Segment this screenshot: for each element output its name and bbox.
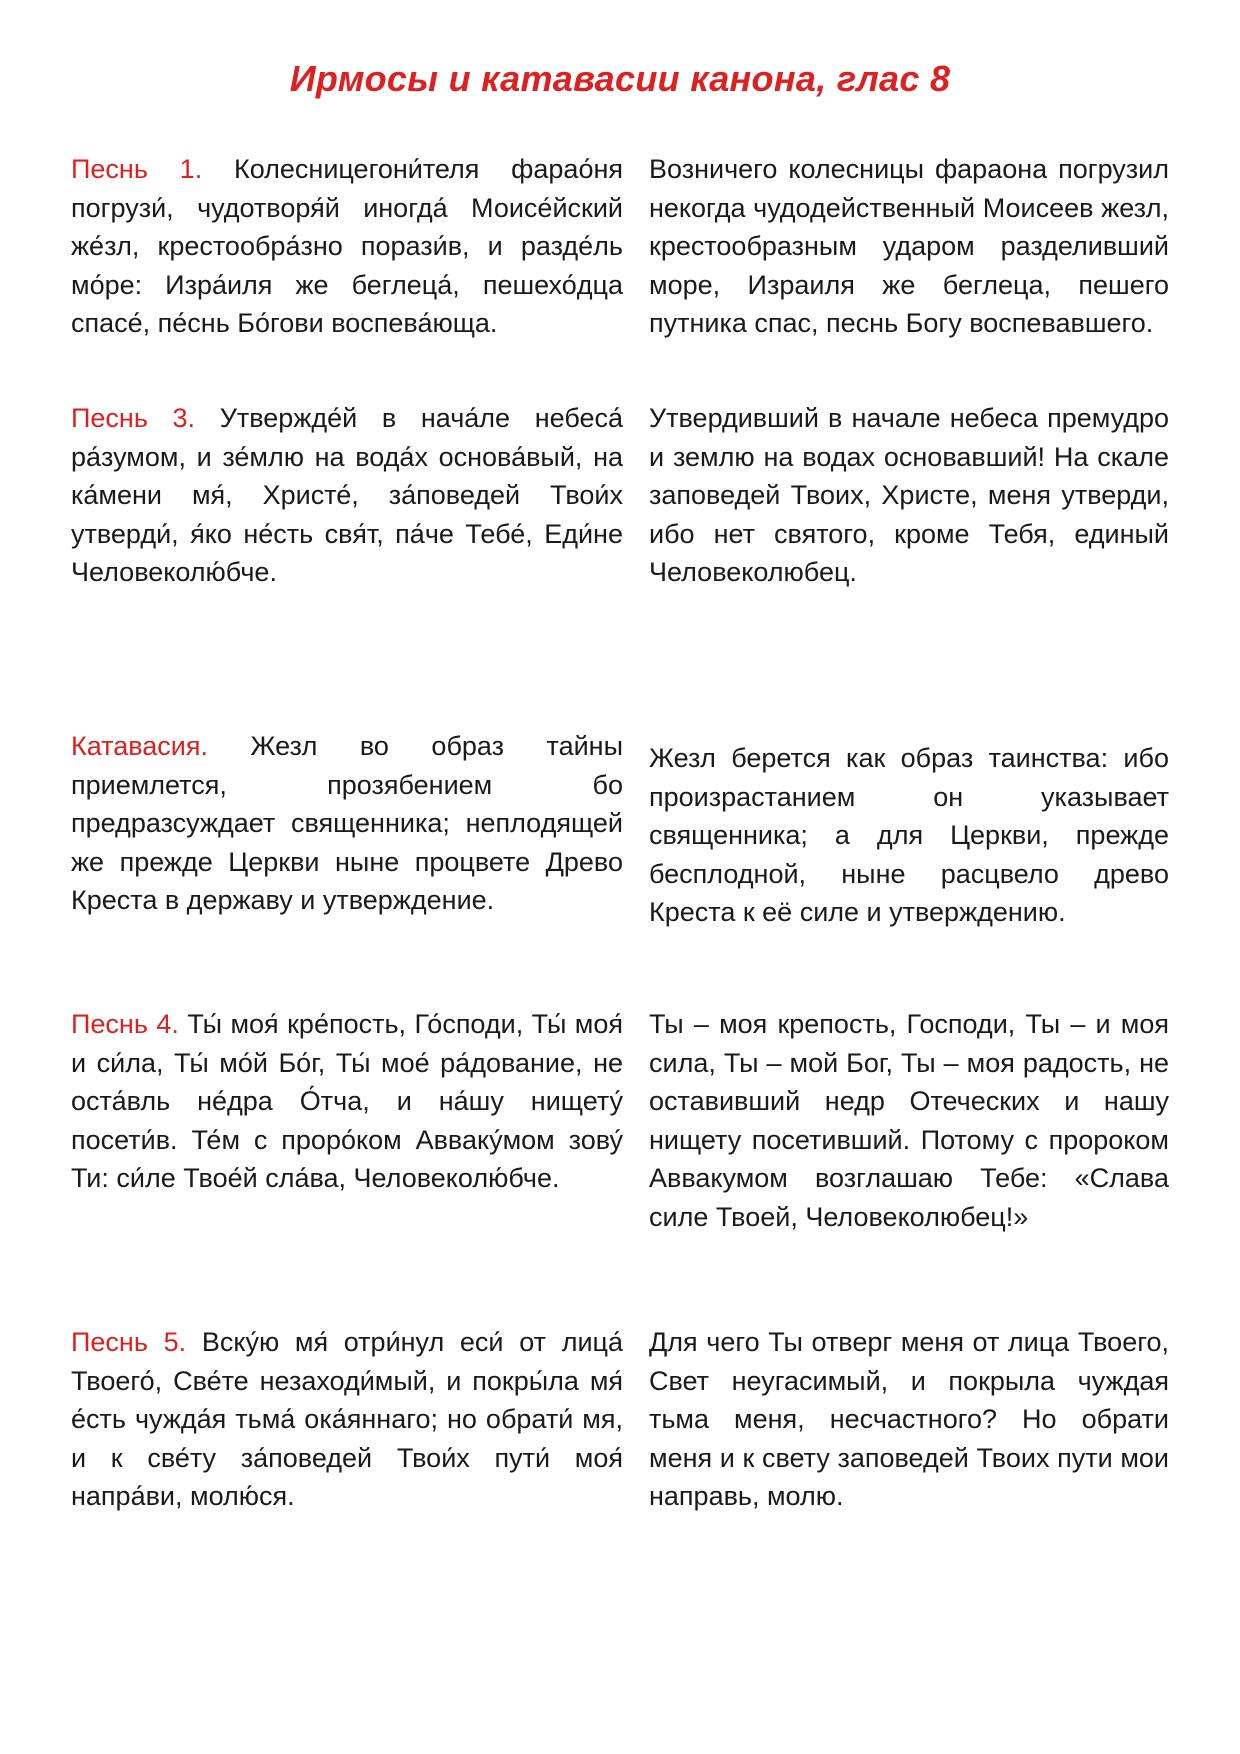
slavonic-text: Песнь 1. Колесницегони́теля фарао́ня погрузи́, чудотворя́й иногда́ Моисе́йский же́зл, крестообра́зно порази́в, и разде́ль мо́ре: Изра́иля же беглеца́, пешехо́дца спасе́, пе́снь Бо́гови воспева́юща. [71,154,623,339]
slavonic-text: Песнь 3. Утвержде́й в нача́ле небеса́ ра́зумом, и зе́млю на вода́х основа́вый, на ка́мени мя́, Христе́, за́поведей Твои́х утверди́, я́ко не́сть свя́т, па́че Тебе́, Еди́не Человеколю́бче. [71,403,624,588]
slavonic-text: Катавасия. Жезл во образ тайны приемлется, прозябением бо предразсуждает священника; неплодящей же прежде Церкви ныне процвете Древо Креста в державу и утверждение. [71,731,623,916]
section-label: Песнь 1. [71,154,203,184]
section-label: Песнь 4. [71,1009,179,1039]
slavonic-text: Песнь 5. Вску́ю мя́ отри́нул еси́ от лица́ Твоего́, Све́те незаходи́мый, и покры́ла мя́ е́сть чужда́я тьма́ ока́яннаго; но обрати́ мя, и к све́ту за́поведей Твои́х пути́ моя́ напра́ви, молю́ся. [71,1327,624,1512]
russian-translation: Ты – моя крепость, Господи, Ты – и моя сила, Ты – мой Бог, Ты – моя радость, не оставивший недр Отеческих и нашу нищету посетивший. Потому с пророком Аввакумом возглашаю Тебе: «Слава силе Твоей, Человеколюбец!» [649,1009,1169,1232]
slavonic-text: Песнь 4. Ты́ моя́ кре́пость, Го́споди, Ты́ моя́ и си́ла, Ты́ мо́й Бо́г, Ты́ мое́ ра́дование, не оста́вль не́дра О́тча, и на́шу нищету́ посети́в. Те́м с проро́ком Авваку́мом зову́ Ти: си́ле Твое́й сла́ва, Человеколю́бче. [71,1009,624,1194]
russian-translation: Утвердивший в начале небеса премудро и землю на водах основавший! На скале заповедей Твоих, Христе, меня утверди, ибо нет святого, кроме Тебя, единый Человеколюбец. [649,403,1169,588]
section-label: Катавасия. [71,731,208,761]
section-label: Песнь 5. [71,1327,187,1357]
section-label: Песнь 3. [71,403,196,433]
russian-translation: Жезл берется как образ таинства: ибо произрастанием он указывает священника; а для Церкви, прежде бесплодной, ныне расцвело древо Креста к её силе и утверждению. [649,743,1169,928]
russian-translation: Для чего Ты отверг меня от лица Твоего, Свет неугасимый, и покрыла чуждая тьма меня, несчастного? Но обрати меня и к свету заповедей Твоих пути мои направь, молю. [649,1327,1169,1512]
page-title: Ирмосы и катавасии канона, глас 8 [289,58,951,99]
russian-translation: Возничего колесницы фараона погрузил некогда чудодейственный Моисеев жезл, крестообразным ударом разделивший море, Израиля же беглеца, пешего путника спас, песнь Богу воспевавшего. [649,154,1169,339]
